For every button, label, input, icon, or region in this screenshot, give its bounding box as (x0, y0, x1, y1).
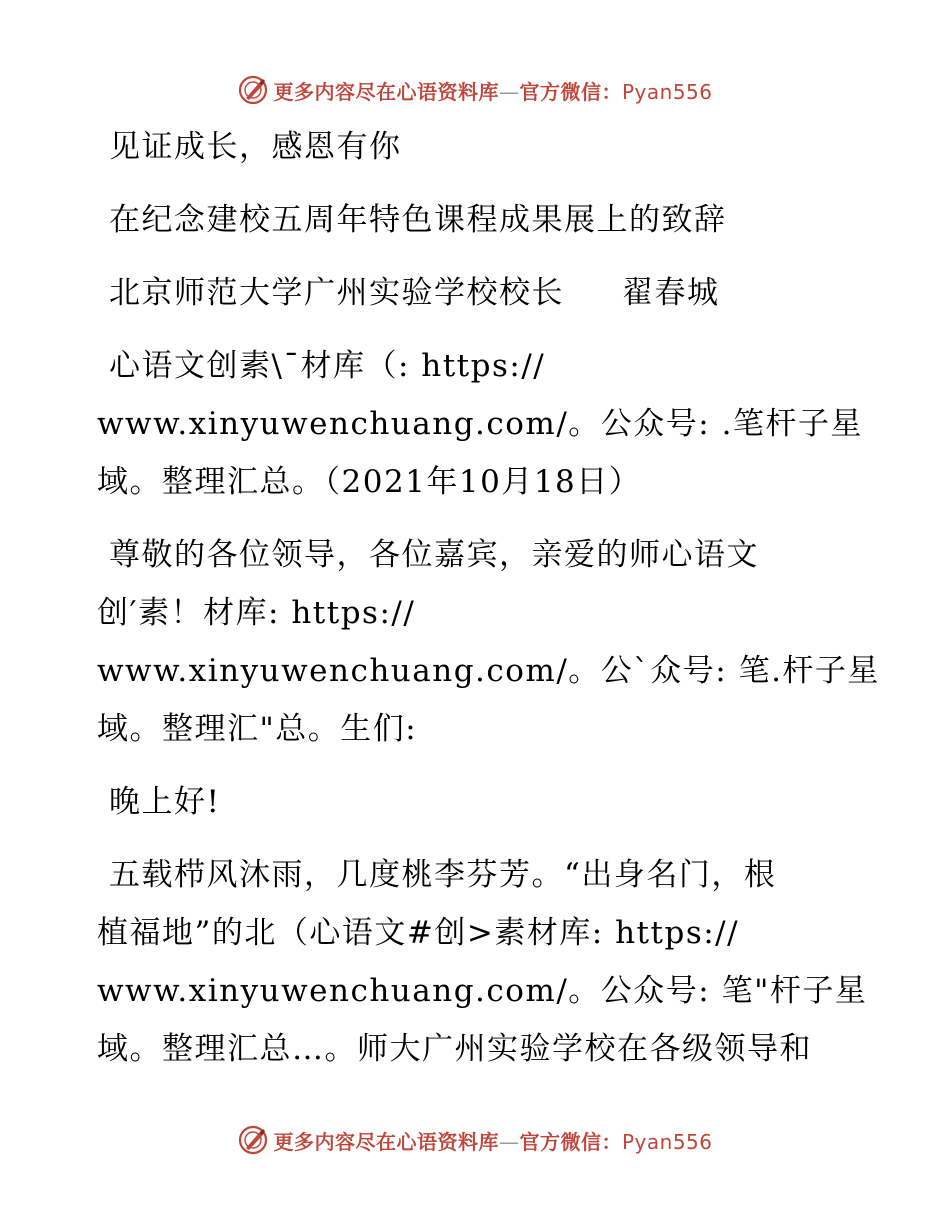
document-subtitle: 在纪念建校五周年特色课程成果展上的致辞 (109, 202, 727, 238)
banner-wechat-id: Pyan556 (621, 79, 713, 104)
banner-brand-text: 更多内容尽在心语资料库 (273, 1129, 499, 1154)
brand-logo-icon (237, 74, 269, 106)
source-note-line: www.xinyuwenchuang.com/。公众号: .笔杆子星 (97, 406, 863, 442)
banner-wechat-id: Pyan556 (621, 1129, 713, 1154)
salutation-line: 尊敬的各位领导，各位嘉宾，亲爱的师心语文 (109, 537, 759, 573)
greeting: 晚上好! (109, 784, 221, 820)
brand-logo-icon (237, 1124, 269, 1156)
banner-brand-text: 更多内容尽在心语资料库 (273, 79, 499, 104)
body-line: 域。整理汇总…。师大广州实验学校在各级领导和 (97, 1031, 812, 1067)
banner-separator: — (498, 79, 520, 104)
body-line: www.xinyuwenchuang.com/。公众号: 笔"杆子星 (97, 973, 868, 1009)
salutation-line: 创′素！材库: https:// (97, 595, 416, 631)
banner-text (273, 1126, 712, 1155)
source-note-line: 域。整理汇总。（2021年10月18日） (97, 464, 642, 500)
author-line (97, 264, 867, 322)
banner-separator: — (498, 1129, 520, 1154)
banner-official-text: 官方微信： (519, 1129, 622, 1154)
author-name: 翟春城 (622, 275, 720, 311)
salutation-line: 域。整理汇"总。生们: (97, 711, 418, 747)
footer-banner (0, 1120, 950, 1160)
body-line: 植福地”的北（心语文#创>素材库: https:// (97, 915, 740, 951)
author-title: 北京师范大学广州实验学校校长 (109, 275, 564, 311)
source-note-line: 心语文创素\¯材库（: https:// (109, 348, 546, 384)
body-line: 五载栉风沐雨，几度桃李芬芳。“出身名门，根 (109, 857, 777, 893)
salutation-line: www.xinyuwenchuang.com/。公`众号: 笔.杆子星 (97, 653, 880, 689)
banner-official-text: 官方微信： (519, 79, 622, 104)
banner-text (273, 76, 712, 105)
document-body (97, 118, 880, 1078)
document-title: 见证成长，感恩有你 (109, 129, 402, 165)
header-banner (0, 70, 950, 110)
